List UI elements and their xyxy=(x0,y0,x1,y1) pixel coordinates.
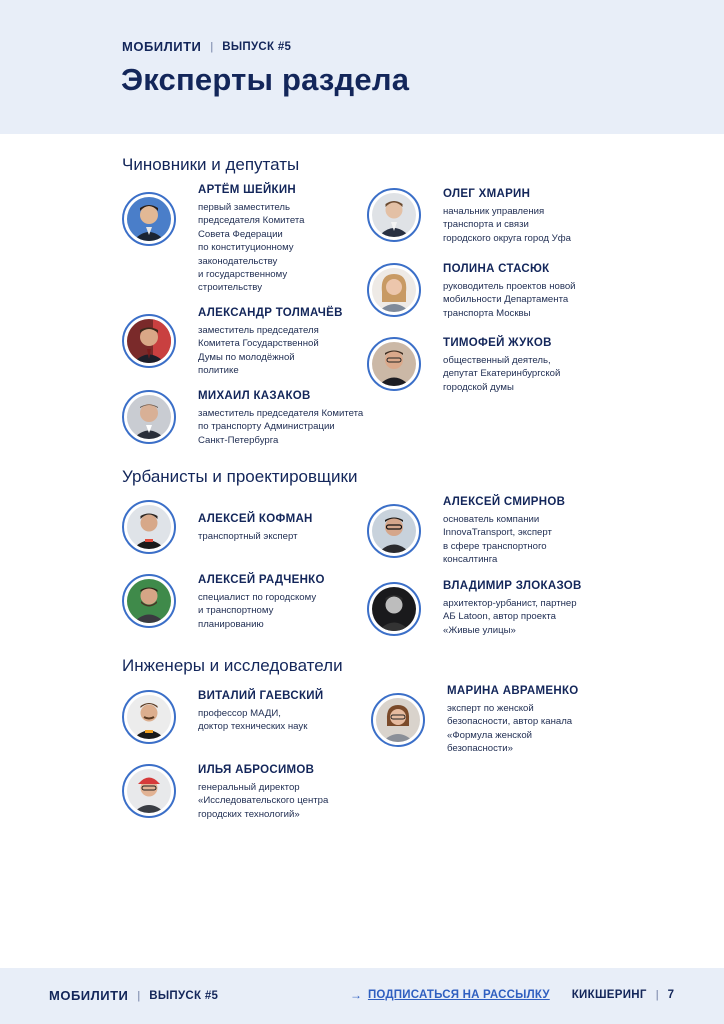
footer-section-name: КИКШЕРИНГ xyxy=(571,989,647,1001)
page-footer xyxy=(0,968,724,1024)
expert-role: транспортный эксперт xyxy=(198,531,298,542)
page-number: 7 xyxy=(667,989,674,1001)
subscribe-link[interactable]: ПОДПИСАТЬСЯ НА РАССЫЛКУ xyxy=(367,989,550,1001)
footer-brand-logo: МОБИЛИТИ xyxy=(49,988,129,1003)
section-title-urbanists: Урбанисты и проектировщики xyxy=(122,467,358,486)
avatar xyxy=(122,574,176,628)
footer-issue-label: ВЫПУСК #5 xyxy=(149,989,219,1002)
person-photo-icon xyxy=(372,193,416,237)
divider: | xyxy=(137,989,141,1002)
expert-name: АРТЁМ ШЕЙКИН xyxy=(198,184,296,196)
expert-role: общественный деятель, депутат Екатеринбургской городской думы xyxy=(443,355,561,393)
expert-role: эксперт по женской безопасности, автор канала «Формула женской безопасности» xyxy=(447,703,573,755)
expert-name: АЛЕКСЕЙ КОФМАН xyxy=(198,513,313,525)
avatar xyxy=(122,192,176,246)
expert-name: ВЛАДИМИР ЗЛОКАЗОВ xyxy=(443,580,582,592)
expert-name: ИЛЬЯ АБРОСИМОВ xyxy=(198,764,315,776)
page-title: Эксперты раздела xyxy=(121,62,410,97)
header-brand-line xyxy=(122,39,291,54)
avatar xyxy=(367,188,421,242)
avatar xyxy=(371,693,425,747)
footer-right xyxy=(350,988,674,1002)
expert-name: АЛЕКСЕЙ РАДЧЕНКО xyxy=(198,574,325,586)
expert-role: руководитель проектов новой мобильности Департамента транспорта Москвы xyxy=(443,281,576,319)
divider: | xyxy=(655,989,659,1001)
expert-name: АЛЕКСЕЙ СМИРНОВ xyxy=(443,496,566,508)
person-photo-icon xyxy=(372,587,416,631)
expert-role: архитектор-урбанист, партнер АБ Latoon, автор проекта «Живые улицы» xyxy=(443,598,577,636)
expert-name: АЛЕКСАНДР ТОЛМАЧЁВ xyxy=(198,307,343,319)
expert-role: генеральный директор «Исследовательского центра городских технологий» xyxy=(198,782,329,820)
avatar xyxy=(367,263,421,317)
avatar xyxy=(122,690,176,744)
avatar xyxy=(367,504,421,558)
expert-role: профессор МАДИ, доктор технических наук xyxy=(198,708,308,733)
person-photo-icon xyxy=(127,579,171,623)
section-title-engineers: Инженеры и исследователи xyxy=(122,656,343,675)
expert-role: специалист по городскому и транспортному планированию xyxy=(198,592,317,630)
expert-role: начальник управления транспорта и связи городского округа город Уфа xyxy=(443,206,571,244)
expert-name: МИХАИЛ КАЗАКОВ xyxy=(198,390,311,402)
person-photo-icon xyxy=(127,319,171,363)
expert-name: МАРИНА АВРАМЕНКО xyxy=(447,685,579,697)
expert-role: заместитель председателя Комитета по транспорту Администрации Санкт-Петербурга xyxy=(198,408,364,446)
person-photo-icon xyxy=(127,395,171,439)
expert-name: ОЛЕГ ХМАРИН xyxy=(443,188,531,200)
expert-role: заместитель председателя Комитета Государственной Думы по молодёжной политике xyxy=(198,325,319,377)
person-photo-icon xyxy=(376,698,420,742)
person-photo-icon xyxy=(127,769,171,813)
section-title-officials: Чиновники и депутаты xyxy=(122,155,300,174)
brand-logo: МОБИЛИТИ xyxy=(122,39,202,54)
person-photo-icon xyxy=(127,197,171,241)
avatar xyxy=(122,390,176,444)
divider: | xyxy=(210,40,214,53)
arrow-right-icon: → xyxy=(349,988,362,1002)
footer-brand-line xyxy=(49,988,218,1003)
avatar xyxy=(122,764,176,818)
person-photo-icon xyxy=(372,268,416,312)
expert-name: ТИМОФЕЙ ЖУКОВ xyxy=(443,337,552,349)
avatar xyxy=(367,582,421,636)
person-photo-icon xyxy=(127,695,171,739)
person-photo-icon xyxy=(372,509,416,553)
avatar xyxy=(122,314,176,368)
avatar xyxy=(122,500,176,554)
expert-role: основатель компании InnovaTransport, эксперт в сфере транспортного консалтинга xyxy=(443,514,552,566)
expert-name: ВИТАЛИЙ ГАЕВСКИЙ xyxy=(198,690,324,702)
issue-label: ВЫПУСК #5 xyxy=(222,40,292,53)
expert-name: ПОЛИНА СТАСЮК xyxy=(443,263,550,275)
avatar xyxy=(367,337,421,391)
person-photo-icon xyxy=(127,505,171,549)
page-header xyxy=(0,0,724,134)
person-photo-icon xyxy=(372,342,416,386)
expert-role: первый заместитель председателя Комитета Совета Федерации по конституционному законодательству и государственному строительству xyxy=(198,202,305,294)
